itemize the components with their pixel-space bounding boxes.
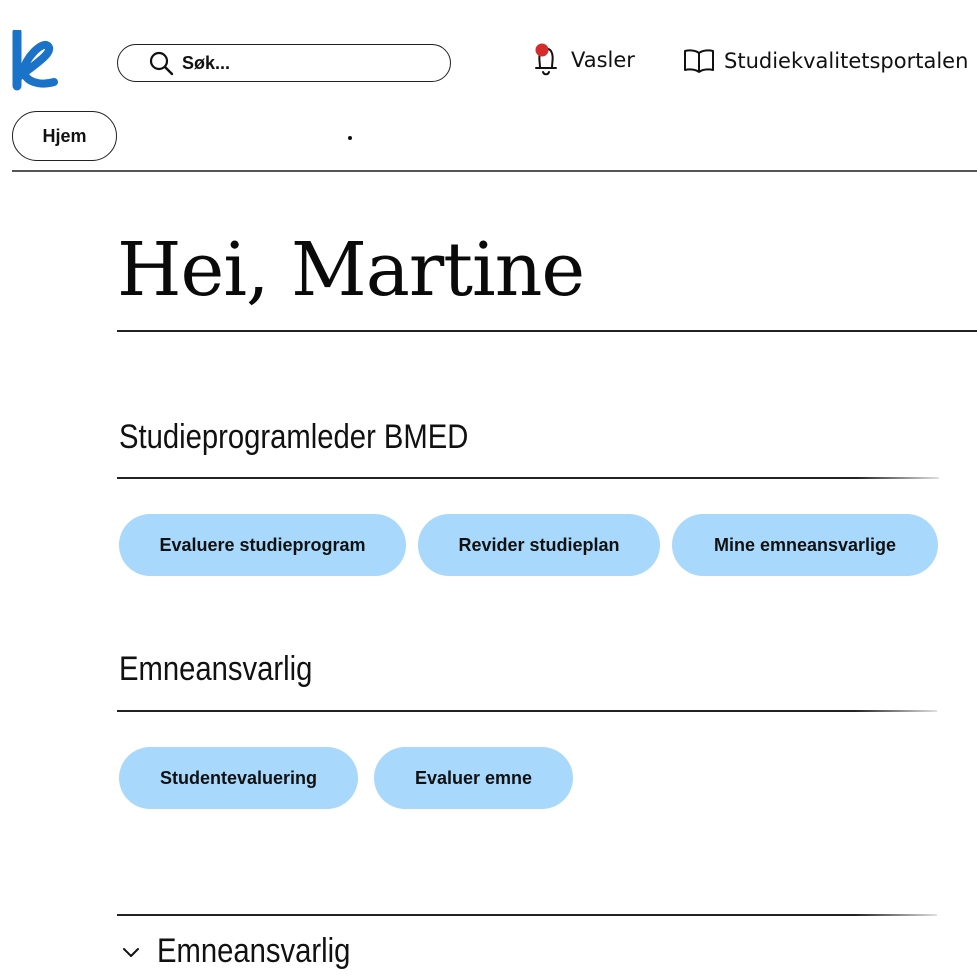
- collapsible-divider: [117, 914, 937, 916]
- title-divider: [117, 330, 977, 332]
- page-title: Hei, Martine: [117, 227, 585, 313]
- separator-dot: [348, 136, 352, 140]
- notifications-label: Vasler: [571, 48, 635, 72]
- collapsible-label: Emneansvarlig: [157, 932, 351, 970]
- section-divider: [117, 710, 937, 712]
- bell-icon: [530, 42, 562, 78]
- book-icon: [683, 47, 715, 75]
- student-evaluation-button[interactable]: Studentevaluering: [119, 747, 358, 809]
- portal-label: Studiekvalitetsportalen: [724, 49, 969, 73]
- evaluate-course-button[interactable]: Evaluer emne: [374, 747, 573, 809]
- search-placeholder: Søk...: [182, 52, 231, 73]
- my-course-leaders-button[interactable]: Mine emneansvarlige: [672, 514, 938, 576]
- section-title-studieprogramleder: Studieprogramleder BMED: [119, 418, 469, 456]
- notifications-link[interactable]: [530, 42, 635, 78]
- header-divider: [12, 170, 977, 172]
- search-icon: [148, 50, 174, 76]
- section-title-emneansvarlig: Emneansvarlig: [119, 650, 313, 688]
- search-input[interactable]: [117, 44, 451, 82]
- revise-study-plan-button[interactable]: Revider studieplan: [418, 514, 660, 576]
- portal-link[interactable]: [683, 47, 968, 75]
- collapsible-emneansvarlig[interactable]: [119, 932, 382, 971]
- k-logo-icon[interactable]: [10, 30, 62, 92]
- home-button[interactable]: Hjem: [12, 111, 117, 161]
- chevron-down-icon: [119, 940, 143, 964]
- notification-badge: [536, 44, 549, 57]
- evaluate-program-button[interactable]: Evaluere studieprogram: [119, 514, 406, 576]
- section-divider: [117, 477, 939, 479]
